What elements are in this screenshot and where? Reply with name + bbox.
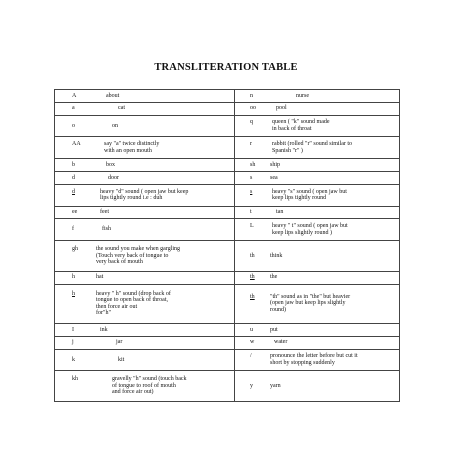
letter-symbol: kh <box>72 376 78 383</box>
table-row <box>55 184 400 206</box>
sound-description: sea <box>270 174 278 181</box>
left-cell <box>55 171 235 184</box>
letter-symbol: th <box>250 293 255 300</box>
right-cell <box>235 336 400 349</box>
letter-symbol: L <box>250 223 254 230</box>
right-cell <box>235 90 400 103</box>
left-cell <box>55 159 235 172</box>
right-cell <box>235 102 400 115</box>
left-cell <box>55 323 235 336</box>
table-row <box>55 219 400 241</box>
sound-description: tan <box>276 209 284 216</box>
left-cell <box>55 137 235 159</box>
sound-description: the <box>270 274 278 281</box>
table-row <box>55 159 400 172</box>
right-cell <box>235 371 400 402</box>
right-cell <box>235 219 400 241</box>
letter-symbol: r <box>250 141 252 148</box>
letter-symbol: d <box>72 188 75 195</box>
table-row <box>55 90 400 103</box>
letter-symbol: ee <box>72 209 78 216</box>
letter-symbol: h <box>72 274 75 281</box>
left-cell <box>55 102 235 115</box>
sound-description: heavy "s" sound ( open jaw but keep lips tightly round <box>272 188 347 202</box>
letter-symbol: n <box>250 92 253 99</box>
sound-description: heavy " t" sound ( open jaw but keep lips slightly round ) <box>272 223 348 236</box>
right-cell <box>235 171 400 184</box>
table-row <box>55 271 400 284</box>
left-cell <box>55 219 235 241</box>
right-cell <box>235 241 400 272</box>
sound-description: cat <box>118 105 125 112</box>
letter-symbol: y <box>250 382 253 389</box>
table-row <box>55 371 400 402</box>
letter-symbol: a <box>72 105 75 112</box>
sound-description: pronounce the letter before but cut it short by stopping suddenly <box>270 353 358 366</box>
left-cell <box>55 241 235 272</box>
table-row <box>55 241 400 272</box>
table-row <box>55 206 400 219</box>
left-cell <box>55 206 235 219</box>
table-row <box>55 323 400 336</box>
page-title: TRANSLITERATION TABLE <box>154 62 298 73</box>
sound-description: gravelly "h" sound (touch back of tongue to roof of mouth and force air out) <box>112 376 187 396</box>
sound-description: on <box>112 122 118 129</box>
sound-description: kit <box>118 356 125 363</box>
letter-symbol: d <box>72 174 75 181</box>
table-row <box>55 171 400 184</box>
sound-description: heavy " h" sound (drop back of tongue to open back of throat, then force air out for"h" <box>96 290 171 317</box>
letter-symbol: th <box>250 274 255 281</box>
left-cell <box>55 284 235 323</box>
sound-description: jar <box>116 339 123 346</box>
sound-description: water <box>274 339 288 346</box>
sound-description: think <box>270 252 283 259</box>
table-row <box>55 115 400 137</box>
letter-symbol: A <box>72 92 77 99</box>
right-cell <box>235 349 400 371</box>
letter-symbol: q <box>250 119 253 126</box>
right-cell <box>235 137 400 159</box>
right-cell <box>235 284 400 323</box>
letter-symbol: k <box>72 356 75 363</box>
sound-description: feet <box>100 209 109 216</box>
letter-symbol: t <box>250 209 252 216</box>
table-row <box>55 284 400 323</box>
sound-description: rabbit (rolled "r" sound similar to Spanish "r" ) <box>272 141 353 154</box>
left-cell <box>55 336 235 349</box>
letter-symbol: w <box>250 339 255 346</box>
left-cell <box>55 271 235 284</box>
sound-description: pool <box>276 105 287 112</box>
letter-symbol: s <box>250 174 253 181</box>
letter-symbol: b <box>72 161 75 168</box>
table-row <box>55 349 400 371</box>
sound-description: fish <box>102 226 111 233</box>
sound-description: the sound you make when gargling (Touch very back of tongue to very back of mouth <box>96 245 181 266</box>
letter-symbol: oo <box>250 105 256 112</box>
right-cell <box>235 159 400 172</box>
sound-description: about <box>106 92 120 99</box>
sound-description: hat <box>96 274 104 281</box>
right-cell <box>235 323 400 336</box>
transliteration-table <box>54 89 400 402</box>
right-cell <box>235 115 400 137</box>
letter-symbol: AA <box>72 141 81 148</box>
letter-symbol: h <box>72 290 75 297</box>
sound-description: yarn <box>270 382 281 389</box>
sound-description: box <box>106 161 115 168</box>
table-row <box>55 336 400 349</box>
sound-description: say "a" twice distinctly with an open mouth <box>104 141 160 154</box>
sound-description: ink <box>100 326 108 333</box>
left-cell <box>55 115 235 137</box>
sound-description: "th" sound as in "the" but heavier (open jaw but keep lips slightly round) <box>270 293 351 313</box>
left-cell <box>55 90 235 103</box>
table-row <box>55 102 400 115</box>
letter-symbol: f <box>72 226 74 233</box>
right-cell <box>235 271 400 284</box>
sound-description: nurse <box>296 92 309 99</box>
letter-symbol: j <box>72 339 74 346</box>
sound-description: put <box>270 326 278 333</box>
sound-description: ship <box>270 161 281 168</box>
letter-symbol: / <box>250 353 252 360</box>
left-cell <box>55 349 235 371</box>
letter-symbol: sh <box>250 161 256 168</box>
sound-description: door <box>108 174 119 181</box>
right-cell <box>235 206 400 219</box>
right-cell <box>235 184 400 206</box>
letter-symbol: I <box>72 326 74 333</box>
left-cell <box>55 371 235 402</box>
letter-symbol: gh <box>72 245 78 252</box>
left-cell <box>55 184 235 206</box>
letter-symbol: o <box>72 122 75 129</box>
table-row <box>55 137 400 159</box>
letter-symbol: th <box>250 252 255 259</box>
letter-symbol: s <box>250 188 253 195</box>
sound-description: heavy "d" sound ( open jaw but keep lips tightly round i.e : duh <box>100 188 189 202</box>
letter-symbol: u <box>250 326 253 333</box>
sound-description: queen ( "k" sound made in back of throat <box>272 119 330 133</box>
